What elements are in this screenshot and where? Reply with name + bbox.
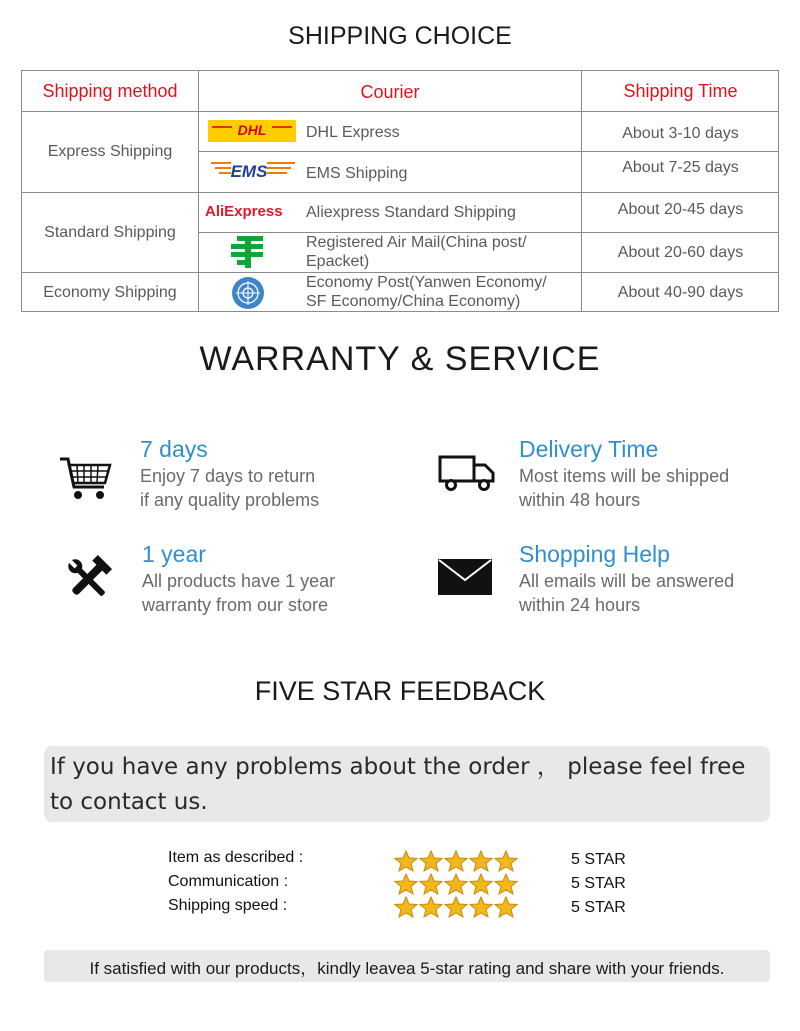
warranty-item-line: warranty from our store [142,595,329,615]
rating-stars [394,850,518,872]
feedback-title: FIVE STAR FEEDBACK [254,676,546,706]
warranty-item-line: if any quality problems [140,490,320,510]
time-china-post: About 20-60 days [617,244,744,261]
star-icon [494,873,518,895]
svg-text:EMS: EMS [230,162,268,181]
warranty-item-text [519,569,734,617]
china-post-logo [228,234,268,270]
rating-stars [394,896,518,918]
shipping-title: SHIPPING CHOICE [288,22,512,50]
warranty-item-text [142,569,335,617]
rating-value: 5 STAR [571,875,626,892]
warranty-item-line: within 48 hours [519,490,641,510]
warranty-item-text [519,464,729,512]
star-icon [419,873,443,895]
rating-value: 5 STAR [571,899,626,916]
aliexpress-logo [205,199,297,223]
courier-economy [306,273,547,311]
svg-text:AliExpress: AliExpress [205,203,283,220]
dhl-logo [206,119,298,143]
warranty-item-title: Delivery Time [519,436,659,462]
shopping-cart-icon [58,453,114,508]
tools-icon [62,553,114,610]
rating-stars [394,873,518,895]
star-icon [394,850,418,872]
courier-economy-line1: Economy Post(Yanwen Economy/ [306,274,547,291]
rating-label: Communication : [168,873,289,890]
courier-aliexpress: Aliexpress Standard Shipping [306,204,516,221]
header-courier: Courier [360,81,420,102]
ems-logo [208,156,298,186]
header-shipping-method: Shipping method [42,80,178,101]
method-economy: Economy Shipping [43,283,177,301]
contact-line2: to contact us. [50,789,208,815]
warranty-item-line: All emails will be answered [519,571,735,591]
star-icon [469,896,493,918]
courier-dhl: DHL Express [306,124,400,141]
warranty-item-text [140,464,319,512]
contact-box [44,746,770,822]
warranty-title: WARRANTY & SERVICE [199,340,601,378]
rating-value: 5 STAR [571,851,626,868]
warranty-item-title: Shopping Help [519,541,670,567]
rating-label: Shipping speed : [168,897,288,914]
warranty-item-line: All products have 1 year [142,571,336,591]
time-dhl: About 3-10 days [622,125,739,142]
star-icon [444,873,468,895]
time-aliexpress: About 20-45 days [617,201,744,218]
star-icon [419,850,443,872]
svg-text:DHL: DHL [237,122,267,138]
method-standard: Standard Shipping [44,223,176,241]
courier-economy-line2: SF Economy/China Economy) [306,293,521,310]
warranty-item-line: within 24 hours [519,595,641,615]
courier-ems: EMS Shipping [306,165,408,182]
footer-text: If satisfied with our products，kindly leavea 5-star rating and share with your friends. [89,958,725,978]
un-emblem-logo [228,275,268,311]
warranty-item-title: 7 days [140,436,208,462]
star-icon [444,896,468,918]
warranty-item-line: Enjoy 7 days to return [140,466,316,486]
courier-china-post-line2: Epacket) [306,253,370,270]
method-express: Express Shipping [47,143,173,160]
star-icon [494,850,518,872]
star-icon [469,873,493,895]
warranty-item-title: 1 year [142,541,206,567]
star-icon [444,850,468,872]
envelope-icon [437,558,493,601]
star-icon [469,850,493,872]
courier-china-post-line1: Registered Air Mail(China post/ [306,234,527,251]
star-icon [419,896,443,918]
delivery-truck-icon [438,454,496,497]
time-ems: About 7-25 days [622,159,739,176]
shipping-table [21,70,779,312]
rating-label: Item as described : [168,849,304,866]
star-icon [494,896,518,918]
star-icon [394,896,418,918]
warranty-item-line: Most items will be shipped [519,466,730,486]
courier-china-post [306,233,527,271]
footer-note [44,950,770,982]
contact-line1: If you have any problems about the order ， please feel free [50,754,746,780]
header-shipping-time: Shipping Time [623,80,738,101]
time-economy: About 40-90 days [617,283,744,301]
star-icon [394,873,418,895]
